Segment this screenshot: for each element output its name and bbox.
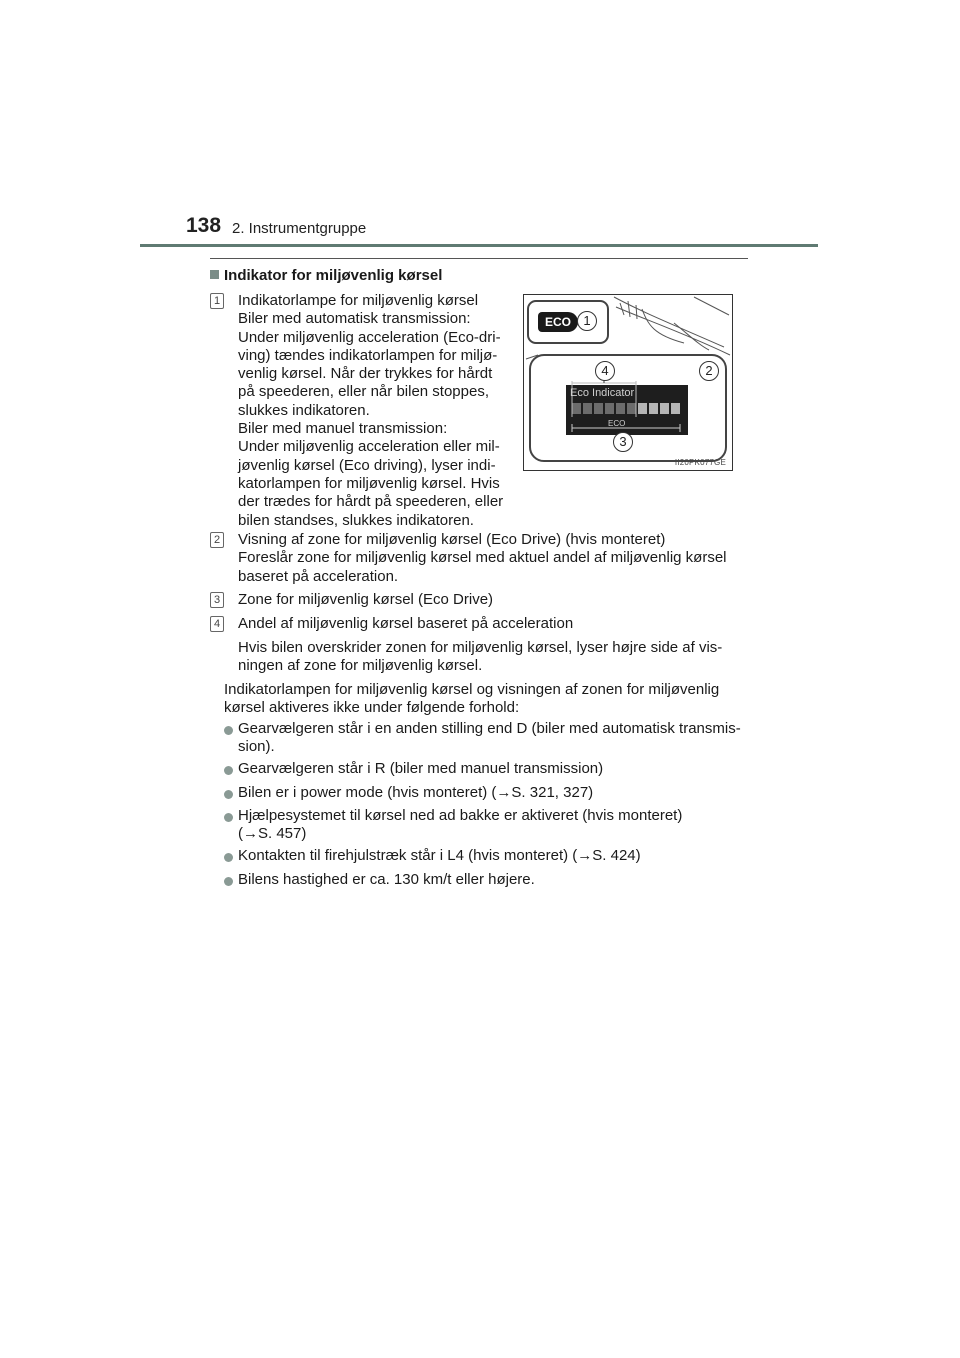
header-rule [140,244,818,247]
item-4-line: Hvis bilen overskrider zonen for miljøvenlig kørsel, lyser højre side af vis- [238,639,723,656]
bullet-icon [224,813,233,822]
conditions-intro [224,681,747,718]
section-marker-icon [210,270,219,279]
item-2-line: baseret på acceleration. [238,567,399,585]
display-title: Eco Indicator [570,387,635,399]
chapter-title: 2. Instrumentgruppe [232,220,367,237]
section-title [210,267,442,284]
figure-code: II20PK077GE [674,458,726,467]
bullet-icon [224,766,233,775]
bullet-line: Hjælpesystemet til kørsel ned ad bakke er aktiveret (hvis monteret) [238,807,683,824]
callout-3: 3 [613,432,633,452]
item-1-body [238,310,507,530]
item-1-line: Biler med manuel transmission: [238,420,448,438]
bullet-line: sion). [238,738,275,756]
item-1-line: Under miljøvenlig acceleration (Eco-dri- [238,328,501,346]
item-2-title: Visning af zone for miljøvenlig kørsel (Eco Drive) (hvis monteret) [238,531,666,548]
display-zone-label: ECO [608,419,626,428]
callout-2: 2 [699,361,719,381]
item-1-line: ving) tændes indikatorlampen for miljø- [238,346,498,364]
item-number-3: 3 [210,592,224,608]
item-4-body [238,639,747,676]
item-1-title: Indikatorlampe for miljøvenlig kørsel [238,292,479,309]
bullet-item: Gearvælgeren står i R (biler med manuel transmission) [238,760,604,777]
item-1-line: jøvenlig kørsel (Eco driving), lyser indi- [238,456,496,474]
bullet-icon [224,877,233,886]
callout-4: 4 [595,361,615,381]
bullet-icon [224,790,233,799]
item-1-line: Under miljøvenlig acceleration eller mil- [238,438,500,456]
section-rule [210,258,748,259]
section-title-text: Indikator for miljøvenlig kørsel [224,267,443,284]
conditions-intro-line: Indikatorlampen for miljøvenlig kørsel og visningen af zonen for miljøvenlig [224,681,720,698]
conditions-intro-line: kørsel aktiveres ikke under følgende forhold: [224,699,520,717]
eco-indicator-illustration [523,294,733,471]
bullet-item [238,720,748,757]
item-1-line: slukkes indikatoren. [238,401,370,419]
item-4-line: ningen af zone for miljøvenlig kørsel. [238,657,483,675]
page-number: 138 [186,214,222,237]
item-2-body [238,549,747,586]
item-2-line: Foreslår zone for miljøvenlig kørsel med aktuel andel af miljøvenlig kørsel [238,549,727,567]
bullet-item: Kontakten til firehjulstræk står i L4 (hvis monteret) (→S. 424) [238,847,641,864]
item-number-4: 4 [210,616,224,632]
callout-1: 1 [577,311,597,331]
item-number-1: 1 [210,293,224,309]
item-1-line: bilen standses, slukkes indikatoren. [238,511,474,529]
eco-badge-icon: ECO [538,312,578,332]
bullet-item [238,807,682,844]
item-1-line: der trædes for hårdt på speederen, eller [238,493,504,511]
item-number-2: 2 [210,532,224,548]
bullet-icon [224,853,233,862]
item-4-title: Andel af miljøvenlig kørsel baseret på acceleration [238,615,574,632]
bullet-line: Gearvælgeren står i en anden stilling end D (biler med automatisk transmis- [238,720,741,737]
item-3-title: Zone for miljøvenlig kørsel (Eco Drive) [238,591,494,608]
item-1-line: katorlampen for miljøvenlig kørsel. Hvis [238,474,500,492]
bullet-icon [224,726,233,735]
bullet-line: (→S. 457) [238,825,307,843]
bullet-item: Bilens hastighed er ca. 130 km/t eller højere. [238,871,535,888]
bullet-item: Bilen er i power mode (hvis monteret) (→S. 321, 327) [238,784,594,801]
item-1-line: venlig kørsel. Når der trykkes for hårdt [238,365,493,383]
item-1-line: på speederen, eller når bilen stoppes, [238,383,490,401]
item-1-line: Biler med automatisk transmission: [238,310,471,328]
